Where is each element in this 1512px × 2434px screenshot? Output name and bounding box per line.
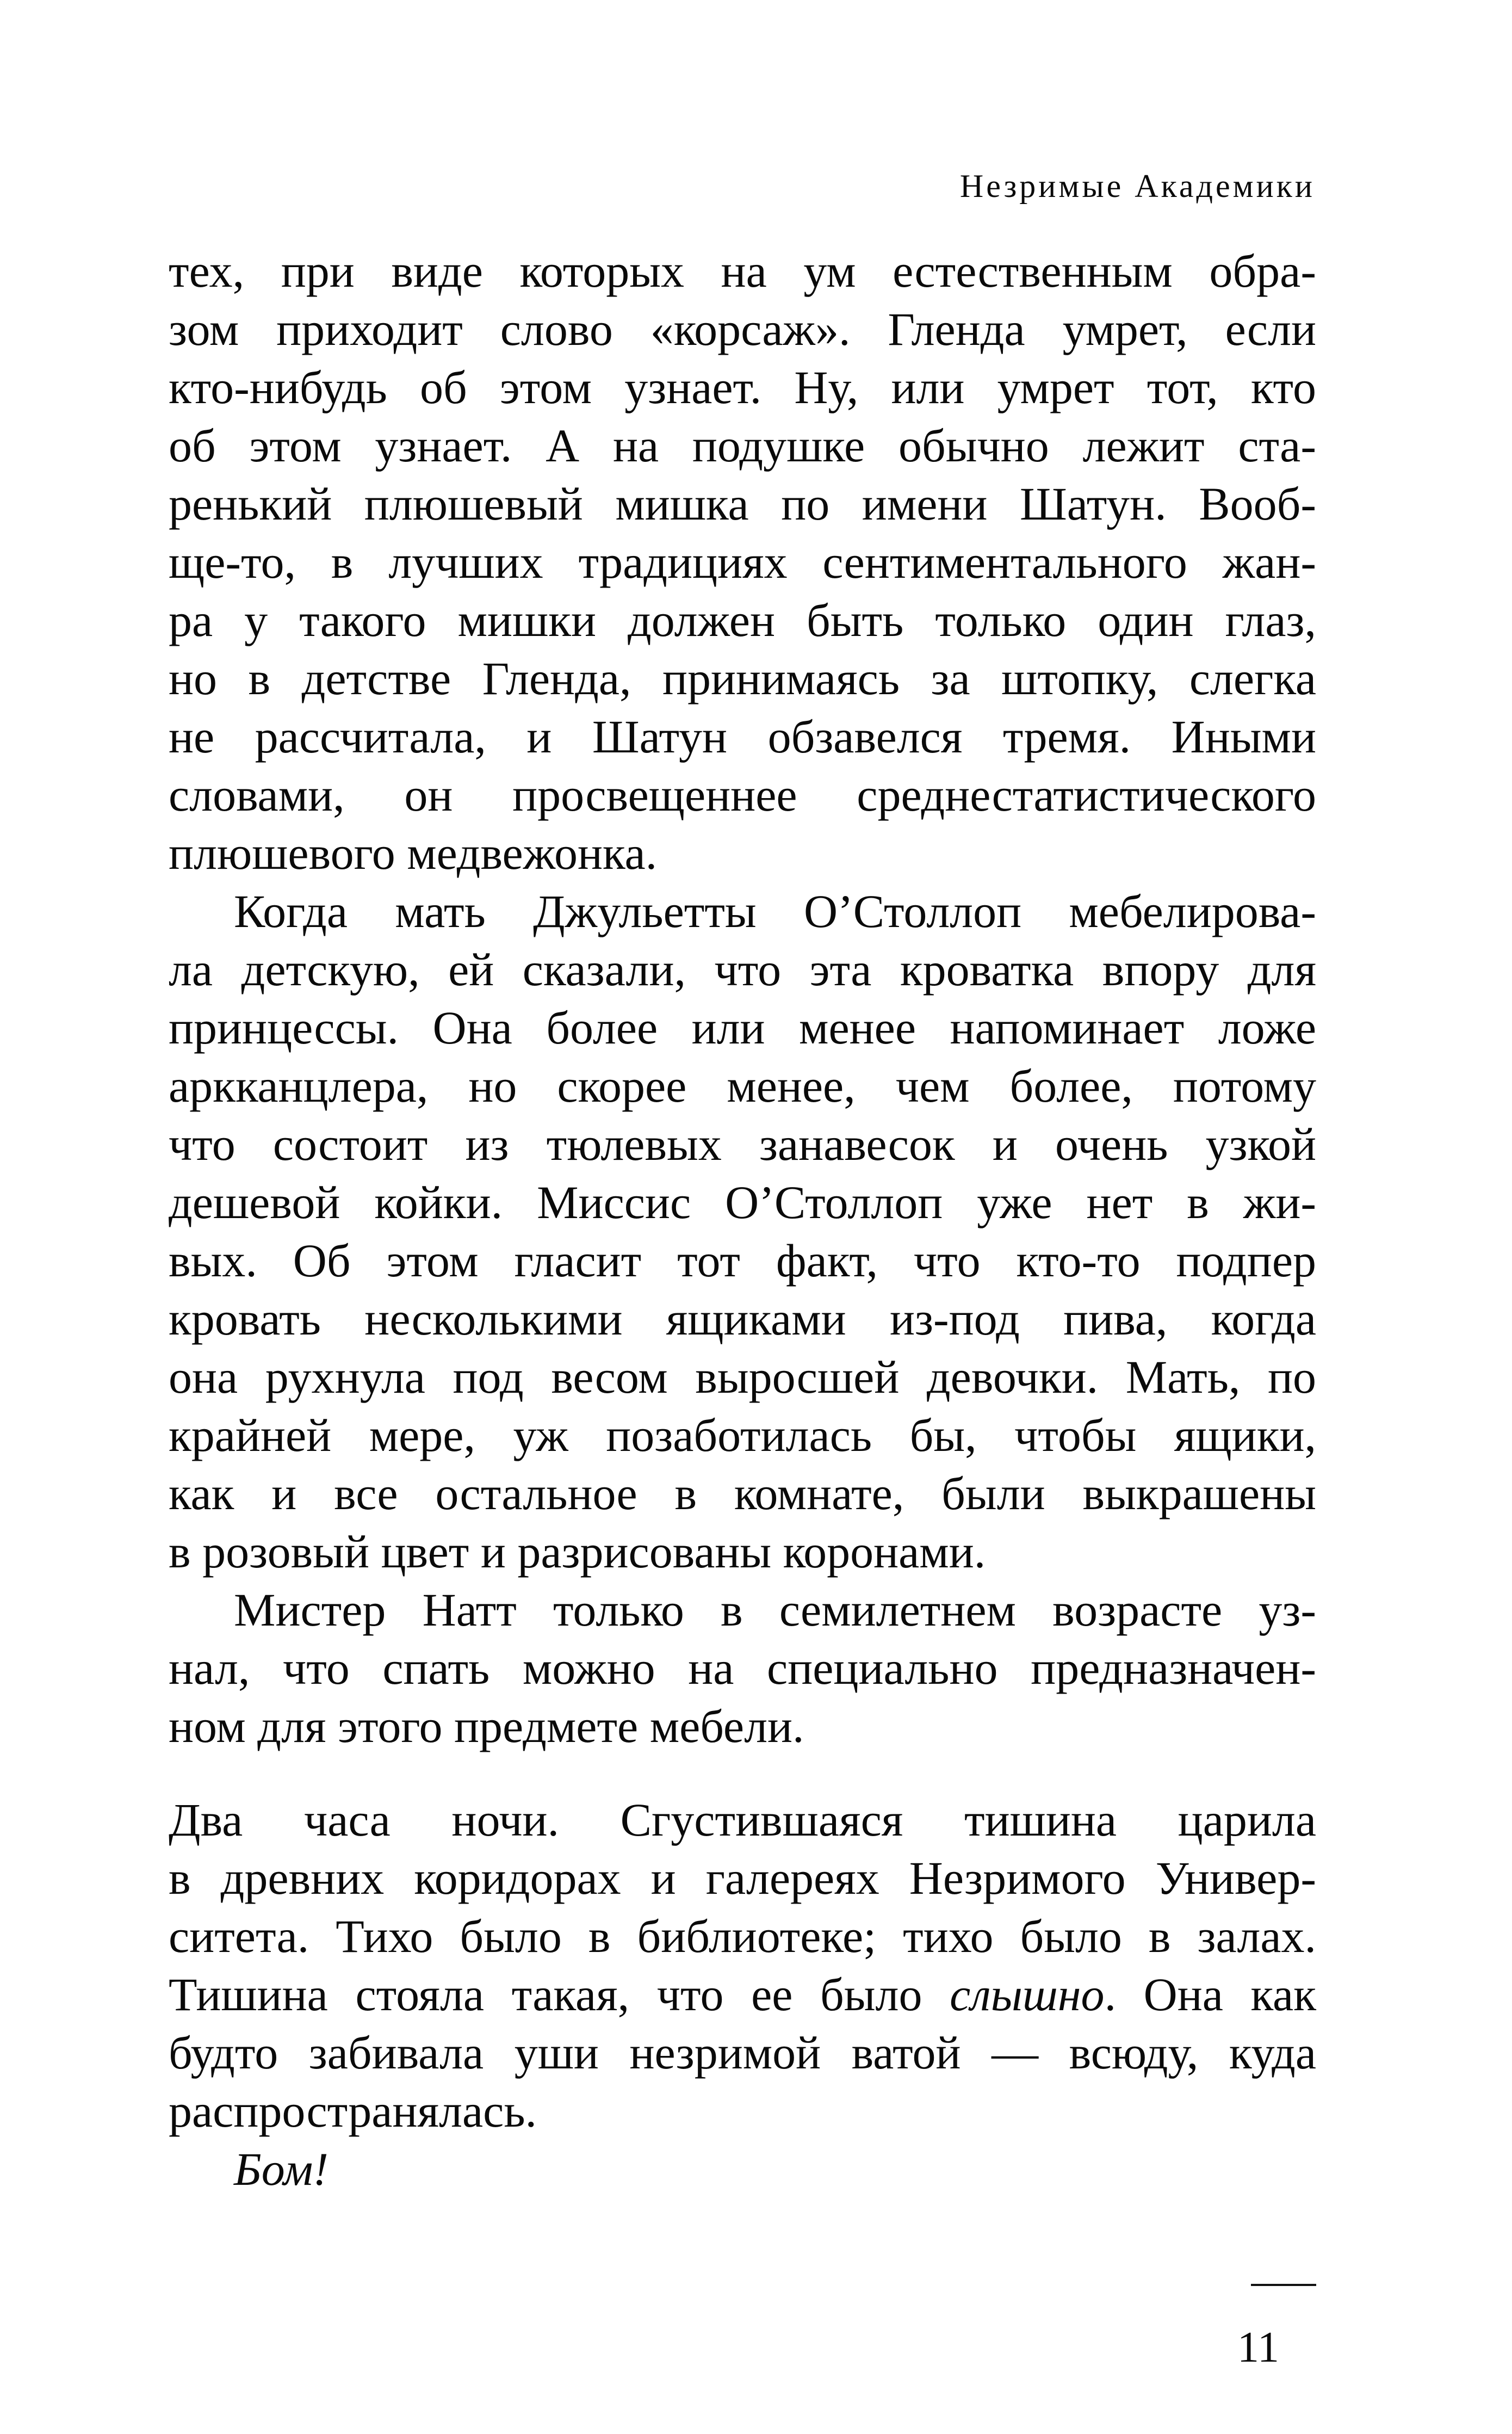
text-line xyxy=(169,1697,1316,1756)
text-line xyxy=(169,708,1316,766)
text-line xyxy=(169,1465,1316,1523)
text-line xyxy=(169,242,1316,300)
text-line xyxy=(169,2024,1316,2082)
text-segment: в розовый цвет и разрисованы коронами. xyxy=(169,1525,986,1578)
text-segment: в древних коридорах и галереях Незримого Универ- xyxy=(169,1852,1316,1904)
text-line xyxy=(169,1791,1316,1849)
text-segment: ра у такого мишки должен быть только один глаз, xyxy=(169,594,1316,646)
text-segment: как и все остальное в комнате, были выкрашены xyxy=(169,1467,1316,1519)
text-line xyxy=(169,1406,1316,1465)
page-number-rule xyxy=(1251,2284,1316,2286)
text-line xyxy=(169,475,1316,533)
text-segment: зом приходит слово «корсаж». Гленда умрет, если xyxy=(169,303,1316,355)
text-segment: кто-нибудь об этом узнает. Ну, или умрет тот, кто xyxy=(169,361,1316,413)
text-line xyxy=(169,1057,1316,1115)
text-segment: крайней мере, уж позаботилась бы, чтобы ящики, xyxy=(169,1409,1316,1461)
text-segment: словами, он просвещеннее среднестатистического xyxy=(169,769,1316,821)
text-segment: об этом узнает. А на подушке обычно лежит ста- xyxy=(169,419,1316,472)
text-line xyxy=(169,1115,1316,1173)
text-segment: ренький плюшевый мишка по имени Шатун. Вооб- xyxy=(169,478,1316,530)
italic-text: Бом! xyxy=(234,2143,329,2195)
text-segment: кровать несколькими ящиками из-под пива, когда xyxy=(169,1293,1316,1345)
text-segment: будто забивала уши незримой ватой — всюду, куда xyxy=(169,2027,1316,2079)
running-head: Незримые Академики xyxy=(959,168,1315,204)
text-line xyxy=(169,999,1316,1057)
text-line xyxy=(169,1639,1316,1697)
text-line xyxy=(169,1348,1316,1406)
text-line xyxy=(169,1581,1316,1639)
text-segment: Мистер Натт только в семилетнем возрасте уз- xyxy=(234,1584,1316,1636)
text-line xyxy=(169,1907,1316,1966)
text-line xyxy=(169,2082,1316,2140)
text-line xyxy=(169,2140,1316,2198)
text-line xyxy=(169,1966,1316,2024)
text-line xyxy=(169,766,1316,824)
page-number: 11 xyxy=(1237,2324,1279,2371)
text-line xyxy=(169,650,1316,708)
text-segment: аркканцлера, но скорее менее, чем более, потому xyxy=(169,1060,1316,1112)
text-line xyxy=(169,1290,1316,1348)
text-segment: ном для этого предмете мебели. xyxy=(169,1700,804,1752)
text-line xyxy=(169,1232,1316,1290)
text-segment: Два часа ночи. Сгустившаяся тишина царила xyxy=(169,1794,1316,1846)
text-segment: ситета. Тихо было в библиотеке; тихо было в залах. xyxy=(169,1910,1316,1962)
text-segment: вых. Об этом гласит тот факт, что кто-то подпер xyxy=(169,1234,1316,1287)
text-line xyxy=(169,882,1316,941)
text-segment: плюшевого медвежонка. xyxy=(169,827,658,879)
text-line xyxy=(169,1523,1316,1581)
text-segment: дешевой койки. Миссис О’Столлоп уже нет в жи- xyxy=(169,1176,1316,1228)
text-line xyxy=(169,824,1316,882)
text-line xyxy=(169,417,1316,475)
text-line xyxy=(169,359,1316,417)
text-segment: нал, что спать можно на специально предназначен- xyxy=(169,1642,1316,1694)
text-segment: что состоит из тюлевых занавесок и очень узкой xyxy=(169,1118,1316,1170)
text-segment: тех, при виде которых на ум естественным обра- xyxy=(169,245,1316,297)
text-segment: ще-то, в лучших традициях сентиментального жан- xyxy=(169,536,1316,588)
text-segment: ла детскую, ей сказали, что эта кроватка впору для xyxy=(169,943,1316,996)
text-segment: но в детстве Гленда, принимаясь за штопку, слегка xyxy=(169,652,1316,705)
text-line xyxy=(169,533,1316,591)
text-line xyxy=(169,941,1316,999)
text-line xyxy=(169,1849,1316,1907)
text-segment: не рассчитала, и Шатун обзавелся тремя. Иными xyxy=(169,711,1316,763)
text-segment: . Она как xyxy=(1104,1968,1316,2021)
text-segment: она рухнула под весом выросшей девочки. Мать, по xyxy=(169,1351,1316,1403)
text-line xyxy=(169,300,1316,359)
text-segment: Когда мать Джульетты О’Столлоп мебелирова- xyxy=(234,885,1316,937)
text-line xyxy=(169,591,1316,650)
text-segment: распространялась. xyxy=(169,2085,537,2137)
text-segment: принцессы. Она более или менее напоминает ложе xyxy=(169,1002,1316,1054)
text-segment: Тишина стояла такая, что ее было xyxy=(169,1968,950,2021)
text-line xyxy=(169,1173,1316,1232)
italic-text: слышно xyxy=(950,1968,1105,2021)
